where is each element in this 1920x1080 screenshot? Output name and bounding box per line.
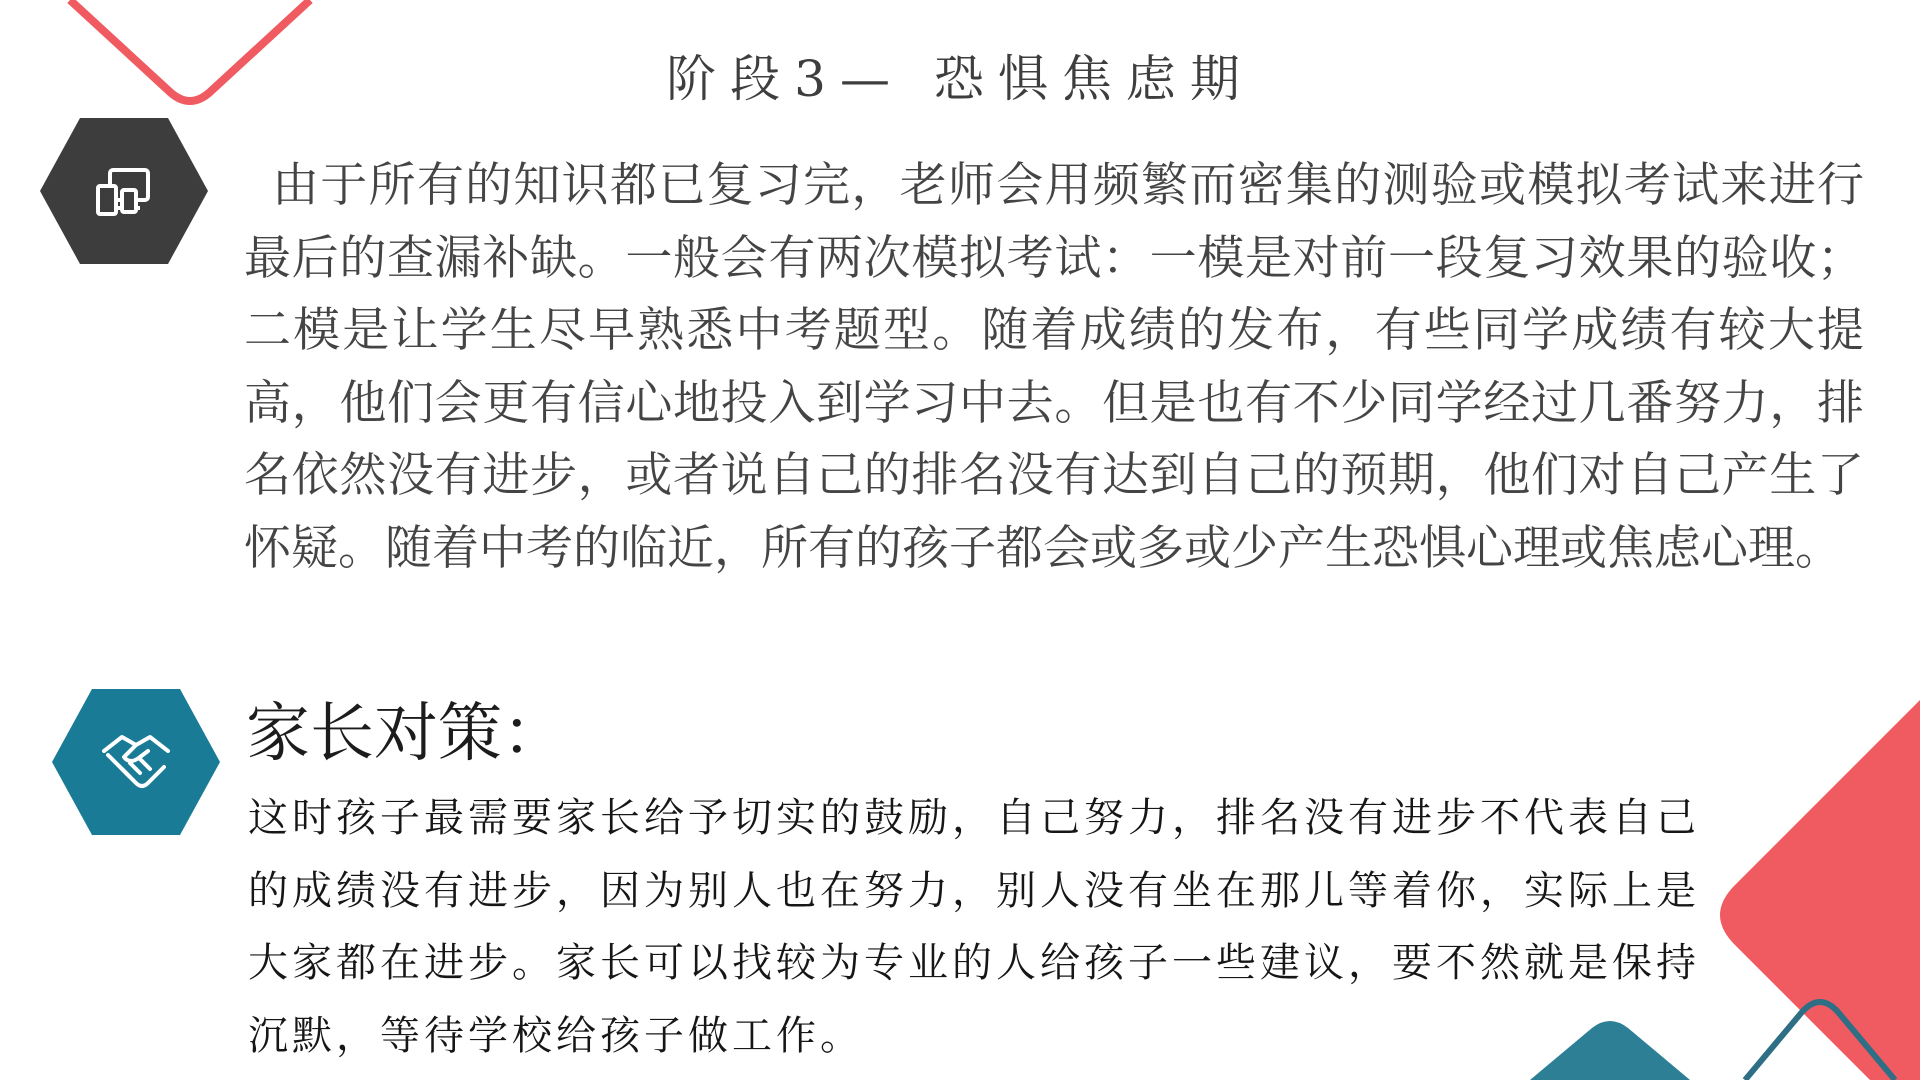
hexagon-badge-dark: [40, 118, 208, 264]
stage-description: 由于所有的知识都已复习完，老师会用频繁而密集的测验或模拟考试来进行最后的查漏补缺。一般会有两次模拟考试：一模是对前一段复习效果的验收；二模是让学生尽早熟悉中考题型。随着成绩的发布，有些同学成绩有较大提高，他们会更有信心地投入到学习中去。但是也有不少同学经过几番努力，排名依然没有进步，或者说自己的排名没有达到自己的预期，他们对自己产生了怀疑。随着中考的临近，所有的孩子都会或多或少产生恐惧心理或焦虑心理。: [244, 158, 1864, 576]
hexagon-badge-teal: [52, 689, 220, 835]
strategy-heading: 家长对策：: [246, 697, 566, 771]
slide-title: 阶段3— 恐惧焦虑期: [666, 50, 1254, 108]
bottom-right-coral-diamond: [1720, 700, 1920, 1080]
strategy-description: 这时孩子最需要家长给予切实的鼓励，自己努力，排名没有进步不代表自己的成绩没有进步，因为别人也在努力，别人没有坐在那儿等着你，实际上是大家都在进步。家长可以找较为专业的人给孩子一些建议，要不然就是保持沉默，等待学校给孩子做工作。: [248, 795, 1700, 1059]
